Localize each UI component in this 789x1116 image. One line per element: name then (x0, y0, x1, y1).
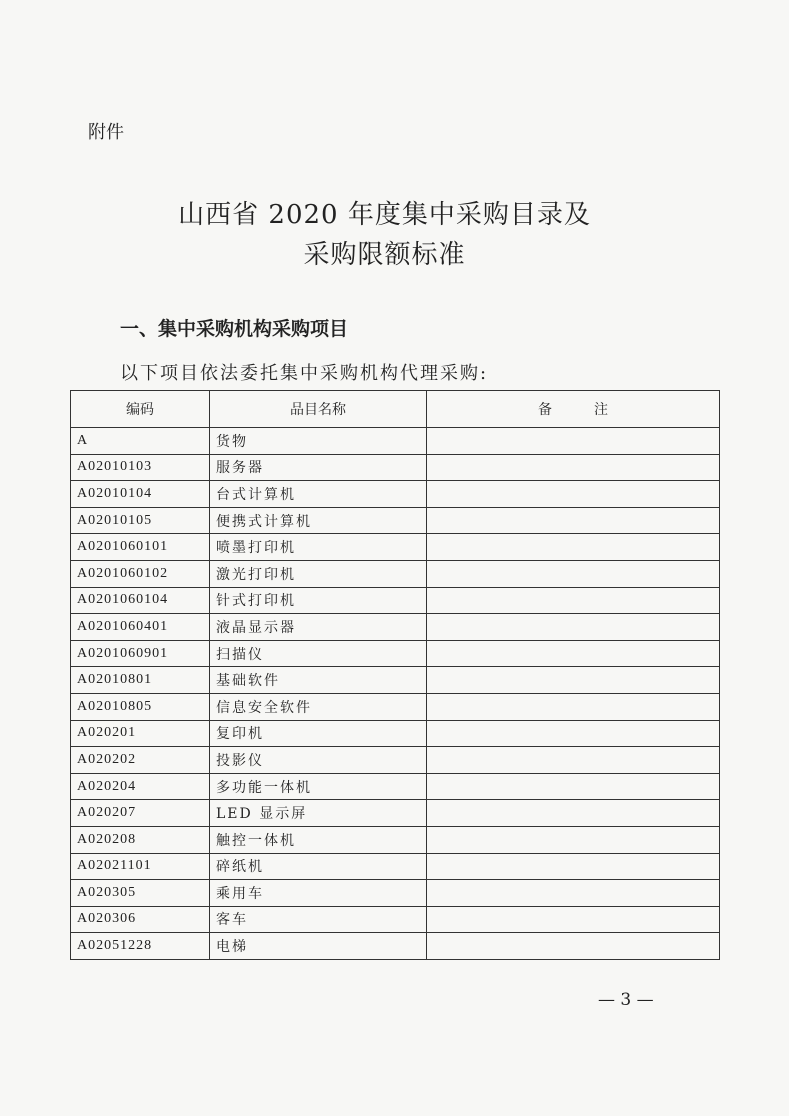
cell-code: A020202 (71, 747, 210, 774)
table-row (71, 454, 720, 481)
table-row (71, 826, 720, 853)
cell-name: 货物 (210, 428, 427, 455)
table-row (71, 773, 720, 800)
cell-note (427, 747, 720, 774)
table-row (71, 481, 720, 508)
cell-note (427, 614, 720, 641)
cell-name: 乘用车 (210, 880, 427, 907)
attachment-label: 附件 (88, 122, 124, 143)
cell-name: 复印机 (210, 720, 427, 747)
cell-name: 喷墨打印机 (210, 534, 427, 561)
cell-note (427, 880, 720, 907)
cell-name: 扫描仪 (210, 640, 427, 667)
cell-code: A020201 (71, 720, 210, 747)
header-code: 编码 (71, 391, 210, 428)
cell-code: A0201060401 (71, 614, 210, 641)
cell-code: A020305 (71, 880, 210, 907)
cell-name: 便携式计算机 (210, 507, 427, 534)
cell-code: A020207 (71, 800, 210, 827)
cell-note (427, 560, 720, 587)
table-row (71, 880, 720, 907)
cell-code: A0201060901 (71, 640, 210, 667)
table-row (71, 933, 720, 960)
cell-name: 激光打印机 (210, 560, 427, 587)
table-row (71, 428, 720, 455)
cell-name: 台式计算机 (210, 481, 427, 508)
cell-code: A02010105 (71, 507, 210, 534)
cell-note (427, 933, 720, 960)
cell-name: 针式打印机 (210, 587, 427, 614)
cell-note (427, 853, 720, 880)
cell-note (427, 667, 720, 694)
cell-name: LED 显示屏 (210, 800, 427, 827)
header-note: 备 注 (427, 391, 720, 428)
cell-name: 基础软件 (210, 667, 427, 694)
cell-code: A (71, 428, 210, 455)
table-row (71, 507, 720, 534)
header-item-name: 品目名称 (210, 391, 427, 428)
document-title-line2: 采购限额标准 (303, 240, 466, 270)
table-row (71, 640, 720, 667)
page-number: — 3 — (598, 990, 654, 1010)
cell-note (427, 826, 720, 853)
cell-code: A02051228 (71, 933, 210, 960)
cell-name: 碎纸机 (210, 853, 427, 880)
cell-name: 液晶显示器 (210, 614, 427, 641)
cell-note (427, 454, 720, 481)
cell-name: 投影仪 (210, 747, 427, 774)
cell-note (427, 693, 720, 720)
cell-code: A0201060101 (71, 534, 210, 561)
cell-code: A020208 (71, 826, 210, 853)
table-header-row (71, 391, 720, 428)
cell-code: A02021101 (71, 853, 210, 880)
cell-name: 多功能一体机 (210, 773, 427, 800)
cell-note (427, 640, 720, 667)
table-row (71, 800, 720, 827)
table-row (71, 587, 720, 614)
cell-code: A02010103 (71, 454, 210, 481)
cell-note (427, 800, 720, 827)
procurement-table (70, 390, 720, 960)
table-row (71, 693, 720, 720)
table-row (71, 560, 720, 587)
table-row (71, 614, 720, 641)
cell-name: 触控一体机 (210, 826, 427, 853)
cell-code: A02010104 (71, 481, 210, 508)
document-title-line1: 山西省 2020 年度集中采购目录及 (178, 200, 591, 230)
cell-note (427, 587, 720, 614)
cell-name: 电梯 (210, 933, 427, 960)
cell-name: 信息安全软件 (210, 693, 427, 720)
cell-note (427, 906, 720, 933)
cell-note (427, 773, 720, 800)
cell-name: 服务器 (210, 454, 427, 481)
table-row (71, 747, 720, 774)
table-row (71, 720, 720, 747)
cell-code: A02010805 (71, 693, 210, 720)
table-row (71, 534, 720, 561)
section-heading: 一、集中采购机构采购项目 (120, 318, 349, 340)
cell-note (427, 720, 720, 747)
cell-note (427, 534, 720, 561)
cell-name: 客车 (210, 906, 427, 933)
table-row (71, 906, 720, 933)
cell-code: A020204 (71, 773, 210, 800)
cell-code: A0201060102 (71, 560, 210, 587)
cell-code: A0201060104 (71, 587, 210, 614)
cell-code: A02010801 (71, 667, 210, 694)
cell-code: A020306 (71, 906, 210, 933)
cell-note (427, 507, 720, 534)
intro-text: 以下项目依法委托集中采购机构代理采购: (120, 363, 489, 384)
cell-note (427, 428, 720, 455)
table-row (71, 853, 720, 880)
cell-note (427, 481, 720, 508)
table-row (71, 667, 720, 694)
